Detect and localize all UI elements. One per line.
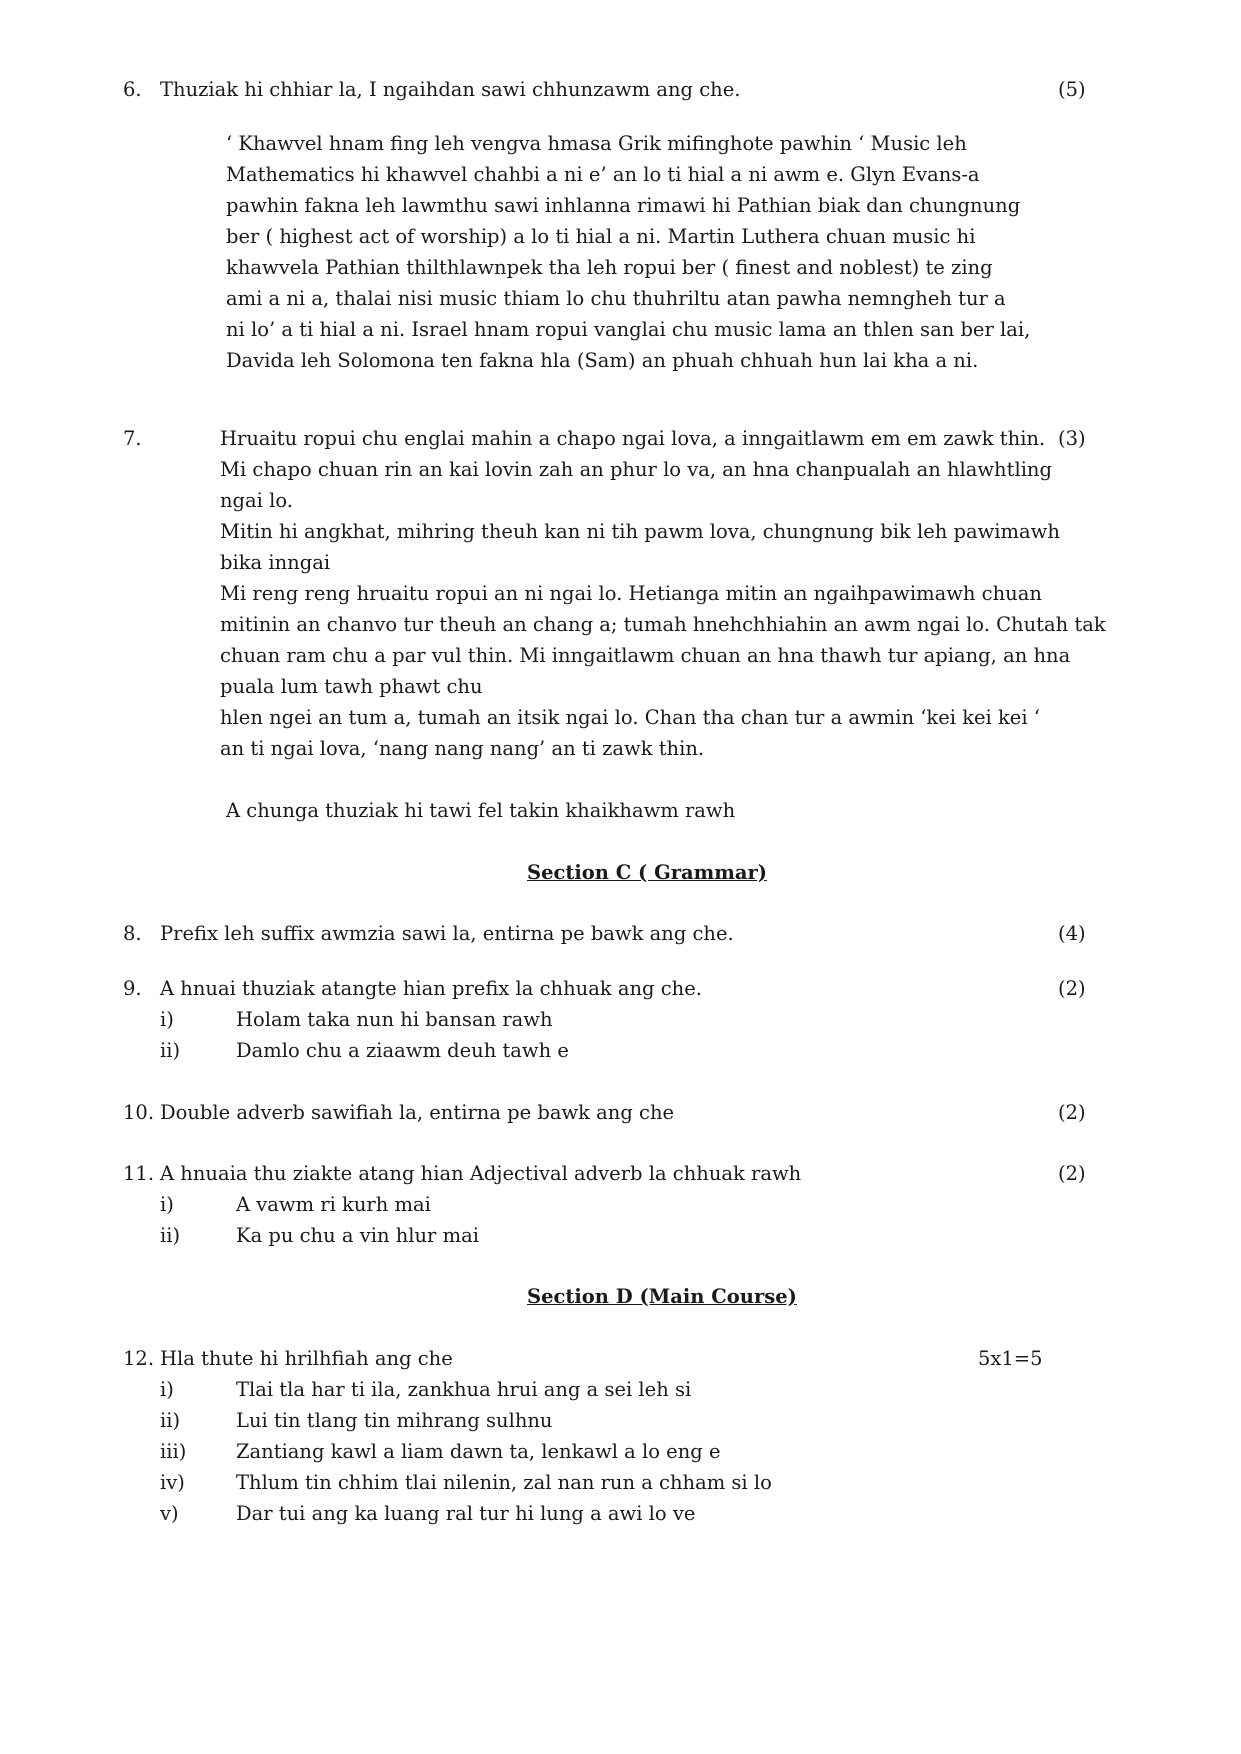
item-text: A vawm ri kurh mai: [236, 1193, 431, 1216]
passage-line: Mitin hi angkhat, mihring theuh kan ni tih pawm lova, chungnung bik leh pawimawh: [220, 520, 1060, 543]
question-text: Hla thute hi hrilhfiah ang che: [160, 1347, 453, 1370]
question-number: 6.: [123, 78, 142, 101]
question-marks: (2): [1058, 1101, 1086, 1124]
item-text: Damlo chu a ziaawm deuh tawh e: [236, 1039, 569, 1062]
question-text: A hnuaia thu ziakte atang hian Adjectival adverb la chhuak rawh: [160, 1162, 802, 1185]
passage-line: ber ( highest act of worship) a lo ti hial a ni. Martin Luthera chuan music hi: [226, 225, 976, 248]
item-roman: i): [160, 1008, 174, 1031]
item-roman: ii): [160, 1224, 181, 1247]
passage-line: pawhin fakna leh lawmthu sawi inhlanna rimawi hi Pathian biak dan chungnung: [226, 194, 1021, 217]
question-marks: (4): [1058, 922, 1086, 945]
passage-line: ni lo’ a ti hial a ni. Israel hnam ropui vanglai chu music lama an thlen san ber lai,: [226, 318, 1031, 341]
passage-line: an ti ngai lova, ‘nang nang nang’ an ti zawk thin.: [220, 737, 705, 760]
question-marks: (5): [1058, 78, 1086, 101]
item-text: Dar tui ang ka luang ral tur hi lung a awi lo ve: [236, 1502, 696, 1525]
passage-line: Mathematics hi khawvel chahbi a ni e’ an lo ti hial a ni awm e. Glyn Evans-a: [226, 163, 980, 186]
item-text: Zantiang kawl a liam dawn ta, lenkawl a lo eng e: [236, 1440, 721, 1463]
question-number: 8.: [123, 922, 142, 945]
item-roman: i): [160, 1193, 174, 1216]
question-text: A hnuai thuziak atangte hian prefix la chhuak ang che.: [160, 977, 702, 1000]
passage-line: ngai lo.: [220, 489, 293, 512]
passage-line: Mi chapo chuan rin an kai lovin zah an phur lo va, an hna chanpualah an hlawhtling: [220, 458, 1052, 481]
question-number: 9.: [123, 977, 142, 1000]
passage-line: hlen ngei an tum a, tumah an itsik ngai lo. Chan tha chan tur a awmin ‘kei kei kei ‘: [220, 706, 1040, 729]
item-text: Ka pu chu a vin hlur mai: [236, 1224, 479, 1247]
passage-line: bika inngai: [220, 551, 331, 574]
question-text: A chunga thuziak hi tawi fel takin khaikhawm rawh: [226, 799, 736, 822]
item-roman: i): [160, 1378, 174, 1401]
passage-line: ami a ni a, thalai nisi music thiam lo chu thuhriltu atan pawha nemngheh tur a: [226, 287, 1006, 310]
item-text: Tlai tla har ti ila, zankhua hrui ang a sei leh si: [236, 1378, 692, 1401]
item-roman: iii): [160, 1440, 187, 1463]
question-marks: (2): [1058, 977, 1086, 1000]
passage-line: mitinin an chanvo tur theuh an chang a; tumah hnehchhiahin an awm ngai lo. Chutah tak: [220, 613, 1106, 636]
question-marks: (2): [1058, 1162, 1086, 1185]
passage-line: puala lum tawh phawt chu: [220, 675, 483, 698]
item-roman: iv): [160, 1471, 185, 1494]
question-text: Double adverb sawifiah la, entirna pe bawk ang che: [160, 1101, 675, 1124]
item-roman: ii): [160, 1409, 181, 1432]
section-d-heading: Section D (Main Course): [527, 1285, 797, 1308]
question-marks: (3): [1058, 427, 1086, 450]
item-text: Lui tin tlang tin mihrang sulhnu: [236, 1409, 553, 1432]
question-text: Thuziak hi chhiar la, I ngaihdan sawi chhunzawm ang che.: [160, 78, 741, 101]
item-roman: v): [160, 1502, 179, 1525]
question-marks: 5x1=5: [978, 1347, 1043, 1370]
item-text: Thlum tin chhim tlai nilenin, zal nan run a chham si lo: [236, 1471, 772, 1494]
section-c-heading: Section C ( Grammar): [527, 861, 768, 884]
question-number: 7.: [123, 427, 142, 450]
question-number: 10.: [123, 1101, 155, 1124]
passage-line: chuan ram chu a par vul thin. Mi inngaitlawm chuan an hna thawh tur apiang, an hna: [220, 644, 1071, 667]
question-text: Prefix leh suffix awmzia sawi la, entirna pe bawk ang che.: [160, 922, 734, 945]
item-text: Holam taka nun hi bansan rawh: [236, 1008, 553, 1031]
question-number: 11.: [123, 1162, 155, 1185]
passage-line: Davida leh Solomona ten fakna hla (Sam) an phuah chhuah hun lai kha a ni.: [226, 349, 979, 372]
passage-line: khawvela Pathian thilthlawnpek tha leh ropui ber ( finest and noblest) te zing: [226, 256, 993, 279]
question-number: 12.: [123, 1347, 155, 1370]
passage-line: Hruaitu ropui chu englai mahin a chapo ngai lova, a inngaitlawm em em zawk thin.: [220, 427, 1046, 450]
item-roman: ii): [160, 1039, 181, 1062]
passage-line: Mi reng reng hruaitu ropui an ni ngai lo. Hetianga mitin an ngaihpawimawh chuan: [220, 582, 1042, 605]
passage-line: ‘ Khawvel hnam fing leh vengva hmasa Grik mifinghote pawhin ‘ Music leh: [226, 132, 967, 155]
